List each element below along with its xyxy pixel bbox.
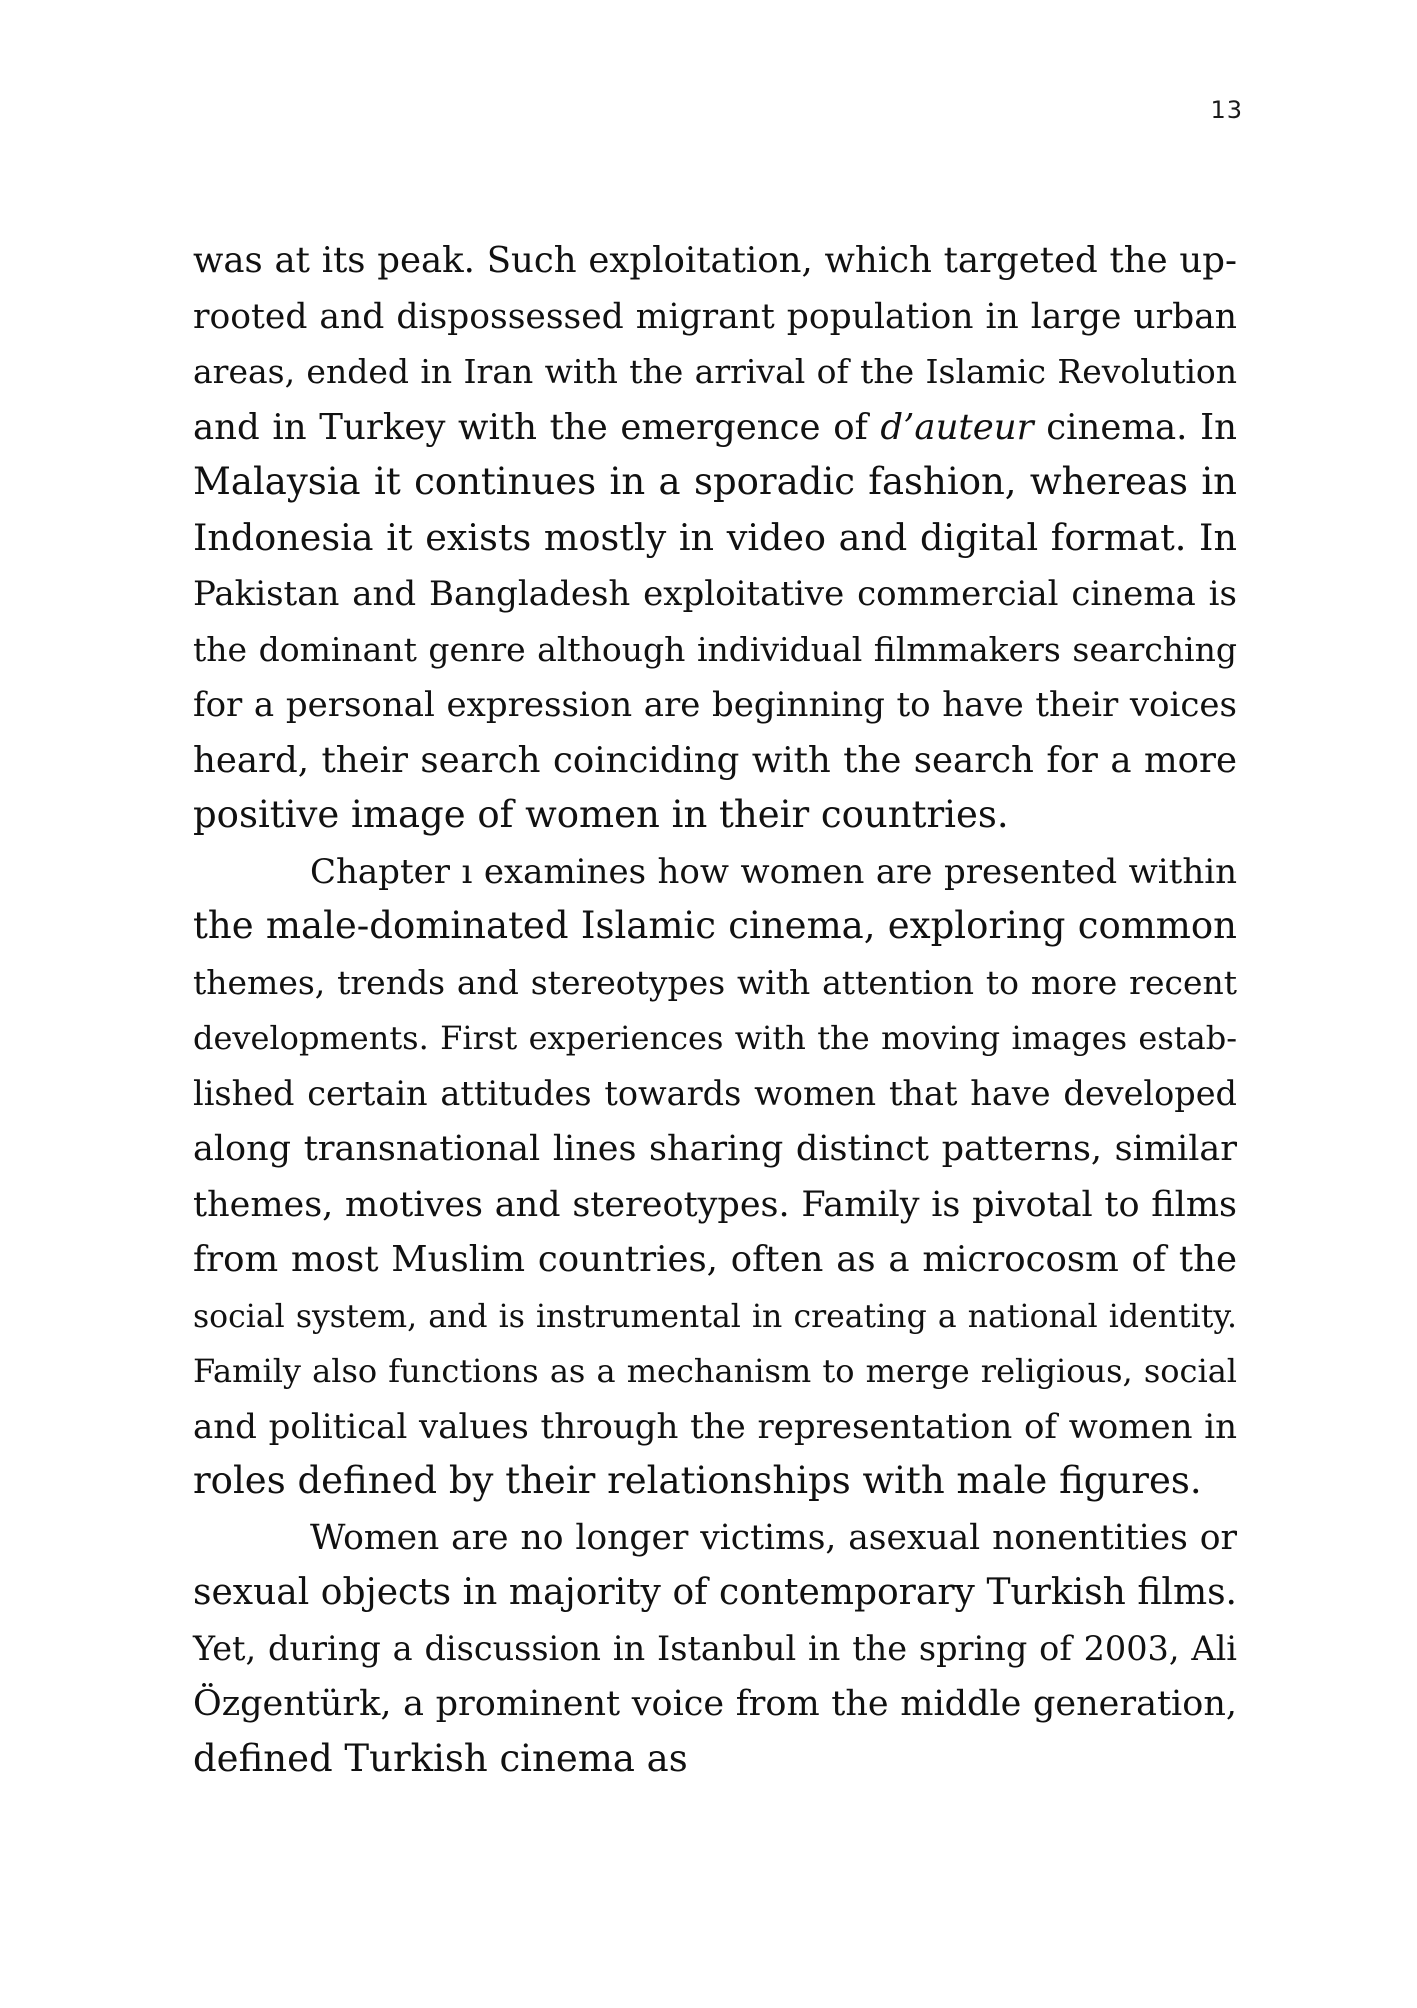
text-line: and political values through the representation of women in [193, 1406, 1237, 1447]
text-line: themes, trends and stereotypes with attention to more recent [193, 962, 1237, 1002]
text-line: roles defined by their relationships with male figures. [193, 1459, 1202, 1502]
text-line: was at its peak. Such exploitation, which targeted the up- [193, 240, 1237, 281]
text-line: Indonesia it exists mostly in video and digital format. In [193, 515, 1237, 559]
paragraph [193, 232, 1237, 843]
text-line: developments. First experiences with the moving images estab- [193, 1019, 1237, 1057]
text-line: defined Turkish cinema as [193, 1736, 688, 1780]
text-line: from most Muslim countries, often as a microcosm of the [193, 1239, 1237, 1280]
text-line: themes, motives and stereotypes. Family is pivotal to films [193, 1184, 1237, 1225]
text-line: Women are no longer victims, asexual nonentities or [310, 1517, 1237, 1558]
text-line: Özgentürk, a prominent voice from the middle generation, [193, 1684, 1237, 1724]
italic-term: d’auteur [880, 406, 1034, 448]
paragraph [193, 1509, 1237, 1787]
text-line: rooted and dispossessed migrant population in large urban [193, 296, 1237, 337]
text-line: social system, and is instrumental in creating a national identity. [193, 1298, 1237, 1335]
text-line: Family also functions as a mechanism to merge religious, social [193, 1352, 1237, 1390]
body-text [193, 232, 1237, 1786]
text-line: along transnational lines sharing distinct patterns, similar [193, 1129, 1237, 1169]
text-line: positive image of women in their countries. [193, 793, 1009, 836]
paragraph [193, 843, 1237, 1509]
text-line: Chapter ı examines how women are presented within [310, 851, 1237, 892]
text-line: Pakistan and Bangladesh exploitative commercial cinema is [193, 574, 1237, 614]
text-line: for a personal expression are beginning to have their voices [193, 685, 1237, 725]
text-line: the male-dominated Islamic cinema, exploring common [193, 904, 1237, 947]
text-line: the dominant genre although individual filmmakers searching [193, 629, 1237, 669]
text-line: sexual objects in majority of contemporary Turkish films. [193, 1572, 1237, 1613]
page-number: 13 [1210, 96, 1243, 124]
text-line: heard, their search coinciding with the search for a more [193, 739, 1237, 781]
text-line: and in Turkey with the emergence of d’auteur cinema. In [193, 406, 1237, 448]
text-line: Malaysia it continues in a sporadic fashion, whereas in [193, 460, 1237, 503]
text-line: Yet, during a discussion in Istanbul in the spring of 2003, Ali [193, 1628, 1237, 1668]
text-line: lished certain attitudes towards women that have developed [193, 1073, 1237, 1113]
text-line: areas, ended in Iran with the arrival of the Islamic Revolution [193, 352, 1237, 391]
